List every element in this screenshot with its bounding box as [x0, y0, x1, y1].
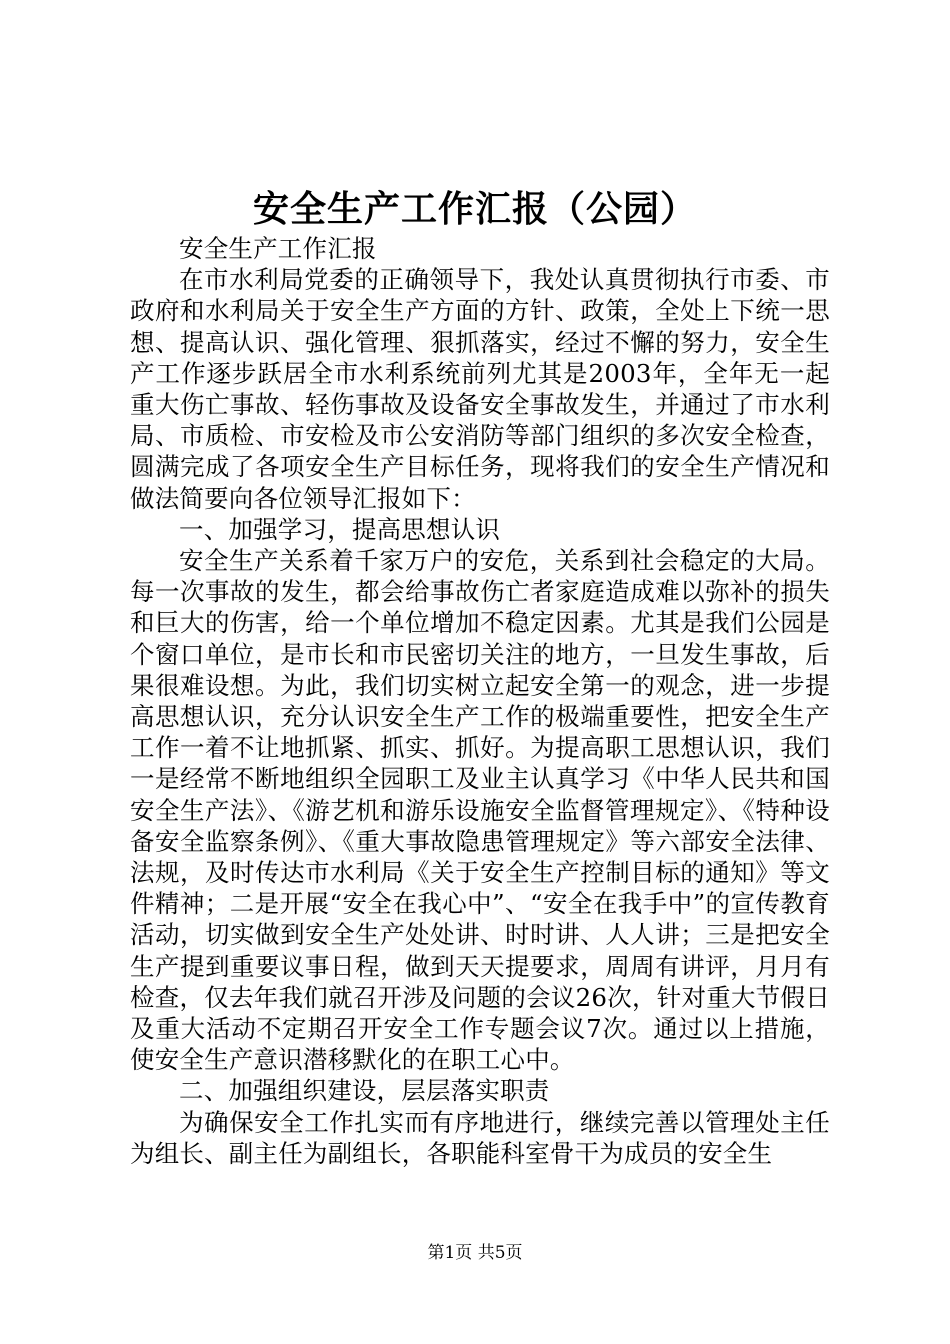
paragraph-section-1: 安全生产关系着千家万户的安危，关系到社会稳定的大局。每一次事故的发生，都会给事故伤亡者家庭造成难以弥补的损失和巨大的伤害，给一个单位增加不稳定因素。尤其是我们公园是个窗口单位，是市长和市民密切关注的地方，一旦发生事故，后果很难设想。为此，我们切实树立起安全第一的观念，进一步提高思想认识，充分认识安全生产工作的极端重要性，把安全生产工作一着不让地抓紧、抓实、抓好。为提高职工思想认识，我们一是经常不断地组织全园职工及业主认真学习《中华人民共和国安全生产法》、《游艺机和游乐设施安全监督管理规定》、《特种设备安全监察条例》、《重大事故隐患管理规定》等六部安全法律、法规，及时传达市水利局《关于安全生产控制目标的通知》等文件精神；二是开展“安全在我心中”、“安全在我手中”的宣传教育活动，切实做到安全生产处处讲、时时讲、人人讲；三是把安全生产提到重要议事日程，做到天天提要求，周周有讲评，月月有检查，仅去年我们就召开涉及问题的会议26次，针对重大节假日及重大活动不定期召开安全工作专题会议7次。通过以上措施，使安全生产意识潜移默化的在职工心中。	[130, 546, 830, 1075]
section-heading-2: 二、加强组织建设，层层落实职责	[179, 1076, 550, 1106]
paragraph-subtitle: 安全生产工作汇报	[179, 234, 377, 263]
paragraph-section-2: 为确保安全工作扎实而有序地进行，继续完善以管理处主任为组长、副主任为副组长，各职能科室骨干为成员的安全生	[130, 1107, 830, 1168]
document-body	[130, 233, 830, 1169]
page-number-footer: 第1页 共5页	[427, 1243, 523, 1263]
document-title: 安全生产工作汇报（公园）	[252, 188, 697, 230]
paragraph-intro: 在市水利局党委的正确领导下，我处认真贯彻执行市委、市政府和水利局关于安全生产方面的方针、政策，全处上下统一思想、提高认识、强化管理、狠抓落实，经过不懈的努力，安全生产工作逐步跃居全市水利系统前列尤其是2003年，全年无一起重大伤亡事故、轻伤事故及设备安全事故发生，并通过了市水利局、市质检、市安检及市公安消防等部门组织的多次安全检查，圆满完成了各项安全生产目标任务，现将我们的安全生产情况和做法简要向各位领导汇报如下：	[130, 265, 830, 513]
section-heading-1: 一、加强学习，提高思想认识	[179, 514, 501, 544]
